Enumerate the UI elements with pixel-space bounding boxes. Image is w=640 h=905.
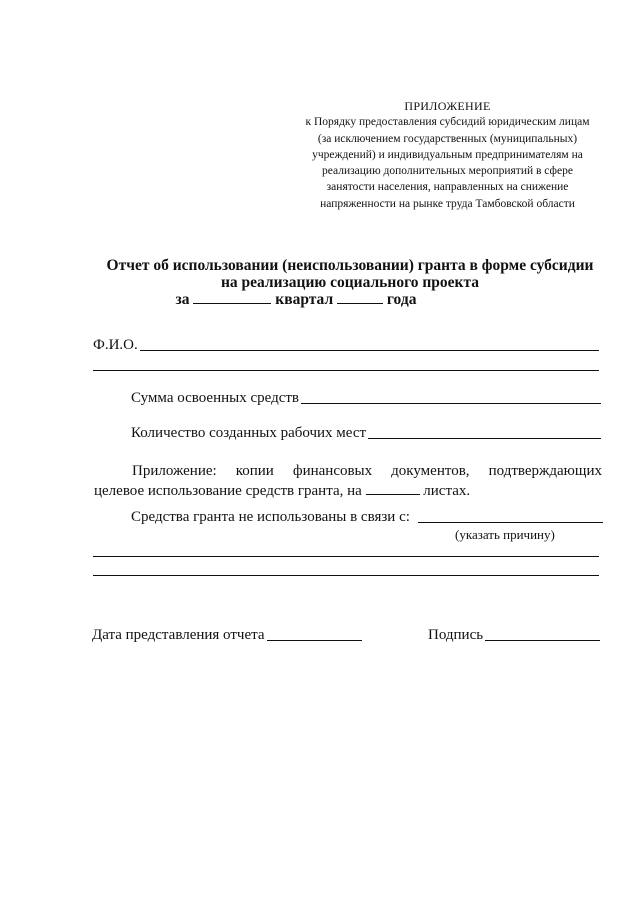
appendix-heading: ПРИЛОЖЕНИЕ <box>404 99 491 113</box>
attachment-word: копии <box>235 463 274 479</box>
sum-label: Сумма освоенных средств <box>131 390 300 406</box>
appendix-line: напряженности на рынке труда Тамбовской области <box>320 197 575 210</box>
title-year-word: года <box>386 291 417 308</box>
title-line-2: на реализацию социального проекта <box>220 273 480 291</box>
attachment-line-2 <box>94 482 602 502</box>
unused-row <box>131 508 603 526</box>
title-line-3 <box>60 291 640 309</box>
reason-line-1[interactable] <box>93 556 599 557</box>
title-quarter-word: квартал <box>275 291 334 308</box>
appendix-line: к Порядку предоставления субсидий юридическим лицам <box>305 116 590 129</box>
appendix-line: учреждений) и индивидуальным предпринимателям на <box>312 148 583 161</box>
date-row <box>92 626 362 644</box>
sum-row <box>131 389 601 407</box>
unused-label: Средства гранта не использованы в связи с: <box>131 509 410 525</box>
fio-field[interactable] <box>140 336 599 351</box>
title-period-prefix: за <box>175 291 190 308</box>
date-field[interactable] <box>267 626 362 641</box>
fio-row <box>93 336 599 354</box>
attachment-word: документов, <box>391 463 470 479</box>
fio-second-line[interactable] <box>93 370 599 371</box>
date-label: Дата представления отчета <box>92 627 265 643</box>
attachment-line-1 <box>94 462 602 482</box>
title-line-1: Отчет об использовании (неиспользовании) гранта в форме субсидии <box>106 257 594 274</box>
reason-line-2[interactable] <box>93 575 599 576</box>
appendix-line: реализацию дополнительных мероприятий в сфере <box>322 165 573 178</box>
attachment-paragraph <box>94 462 602 501</box>
unused-hint: (указать причину) <box>455 527 555 542</box>
sheets-count-field[interactable] <box>366 482 420 495</box>
quarter-blank[interactable] <box>193 291 271 304</box>
appendix-line: (за исключением государственных (муниципальных) <box>317 132 578 145</box>
attachment-line-2-start: целевое использование средств гранта, на <box>94 482 362 499</box>
fio-label: Ф.И.О. <box>93 337 138 353</box>
sum-field[interactable] <box>301 389 601 404</box>
attachment-line-2-end: листах. <box>423 482 471 499</box>
unused-reason-field[interactable] <box>418 508 603 523</box>
signature-label: Подпись <box>428 627 484 643</box>
jobs-label: Количество созданных рабочих мест <box>131 425 367 441</box>
signature-field[interactable] <box>485 626 600 641</box>
appendix-block <box>285 98 610 212</box>
jobs-row <box>131 424 601 442</box>
jobs-field[interactable] <box>368 424 601 439</box>
year-blank[interactable] <box>337 291 383 304</box>
report-title <box>60 258 640 309</box>
appendix-line: занятости населения, направленных на снижение <box>326 181 569 194</box>
attachment-word: финансовых <box>292 463 373 479</box>
signature-row <box>428 626 600 644</box>
attachment-word: Приложение: <box>132 463 217 479</box>
attachment-word: подтверждающих <box>488 463 602 479</box>
